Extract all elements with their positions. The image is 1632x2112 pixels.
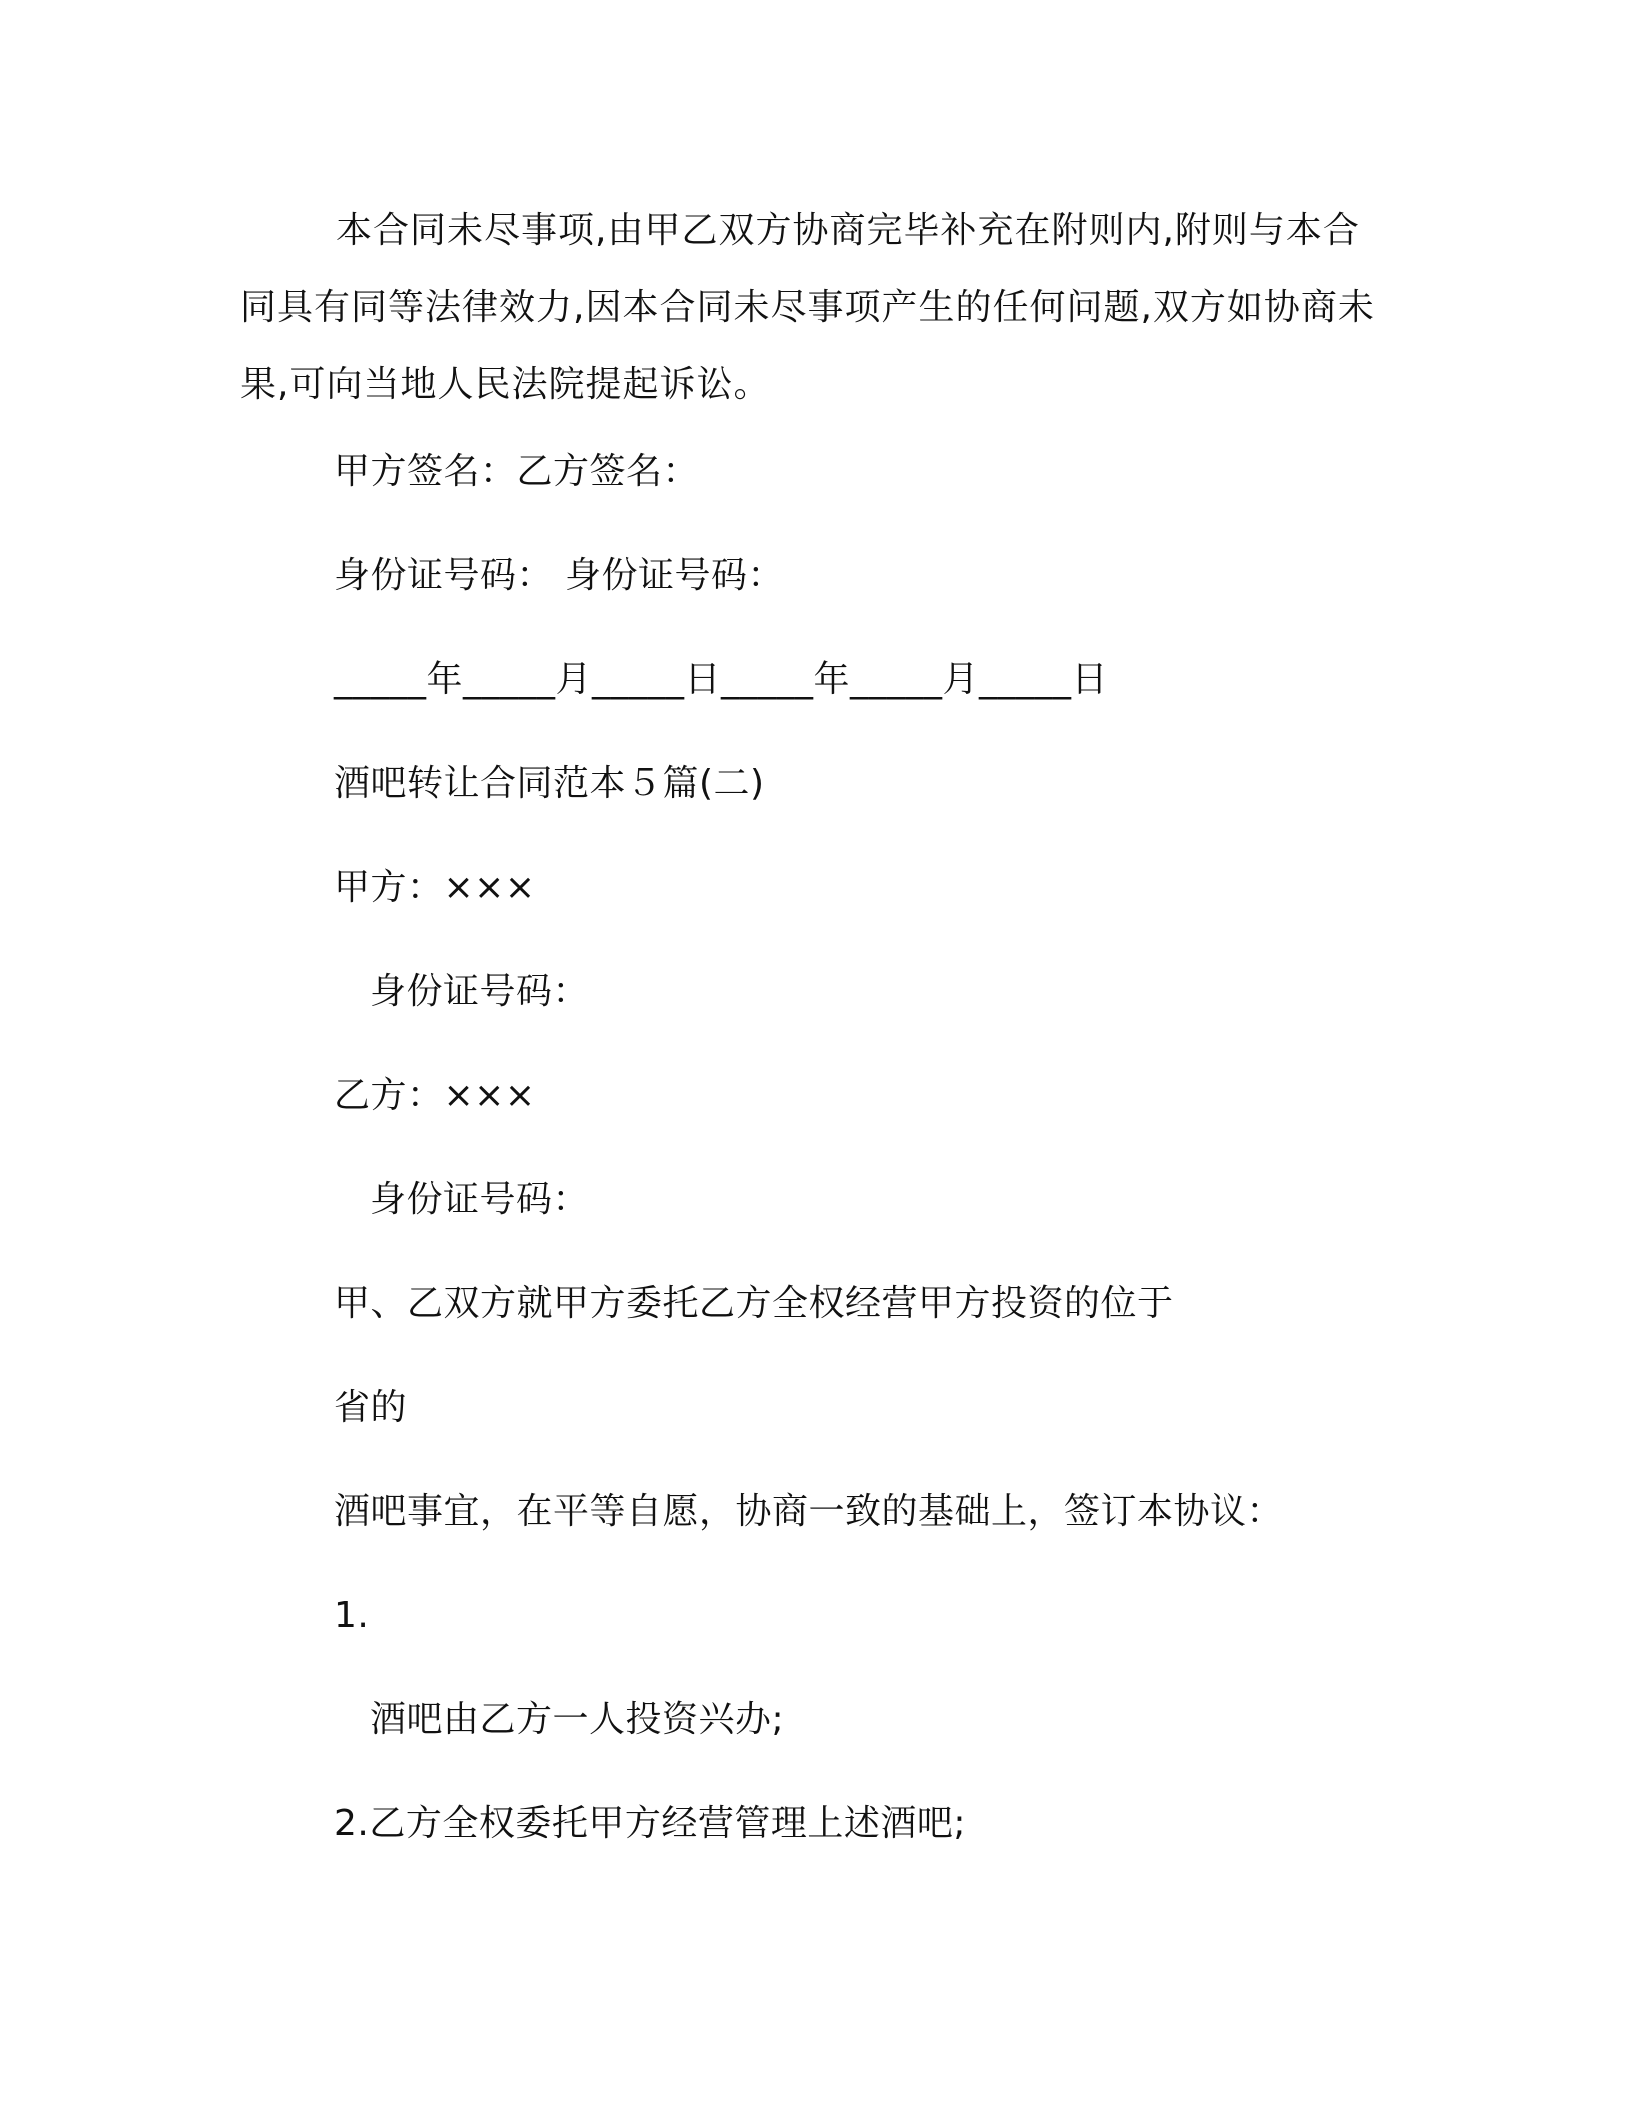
intro-line-2: 省的: [334, 1387, 408, 1428]
id-number-line: 身份证号码： 身份证号码：: [334, 555, 784, 596]
section-title: 酒吧转让合同范本５篇(二): [334, 763, 765, 804]
date-line: _____年_____月_____日_____年_____月_____日: [334, 659, 1109, 700]
paragraph-line-1: 本合同未尽事项,由甲乙双方协商完毕补充在附则内,附则与本合: [336, 210, 1360, 251]
clause-1-number: 1.: [334, 1595, 370, 1636]
party-a-line: 甲方：×××: [334, 867, 536, 908]
clause-2-text: 2.乙方全权委托甲方经营管理上述酒吧;: [334, 1803, 966, 1844]
intro-line-1: 甲、乙双方就甲方委托乙方全权经营甲方投资的位于: [334, 1283, 1174, 1324]
party-b-id-line: 身份证号码：: [370, 1179, 590, 1220]
clause-1-text: 酒吧由乙方一人投资兴办;: [370, 1699, 785, 1740]
party-a-id-line: 身份证号码：: [370, 971, 590, 1012]
party-b-line: 乙方：×××: [334, 1075, 536, 1116]
intro-line-3: 酒吧事宜，在平等自愿，协商一致的基础上，签订本协议：: [334, 1491, 1284, 1532]
signature-line: 甲方签名：乙方签名：: [334, 451, 700, 492]
paragraph-line-2: 同具有同等法律效力,因本合同未尽事项产生的任何问题,双方如协商未: [240, 287, 1375, 328]
closing-paragraph: [240, 192, 1390, 423]
paragraph-line-3: 果,可向当地人民法院提起诉讼。: [240, 364, 771, 405]
